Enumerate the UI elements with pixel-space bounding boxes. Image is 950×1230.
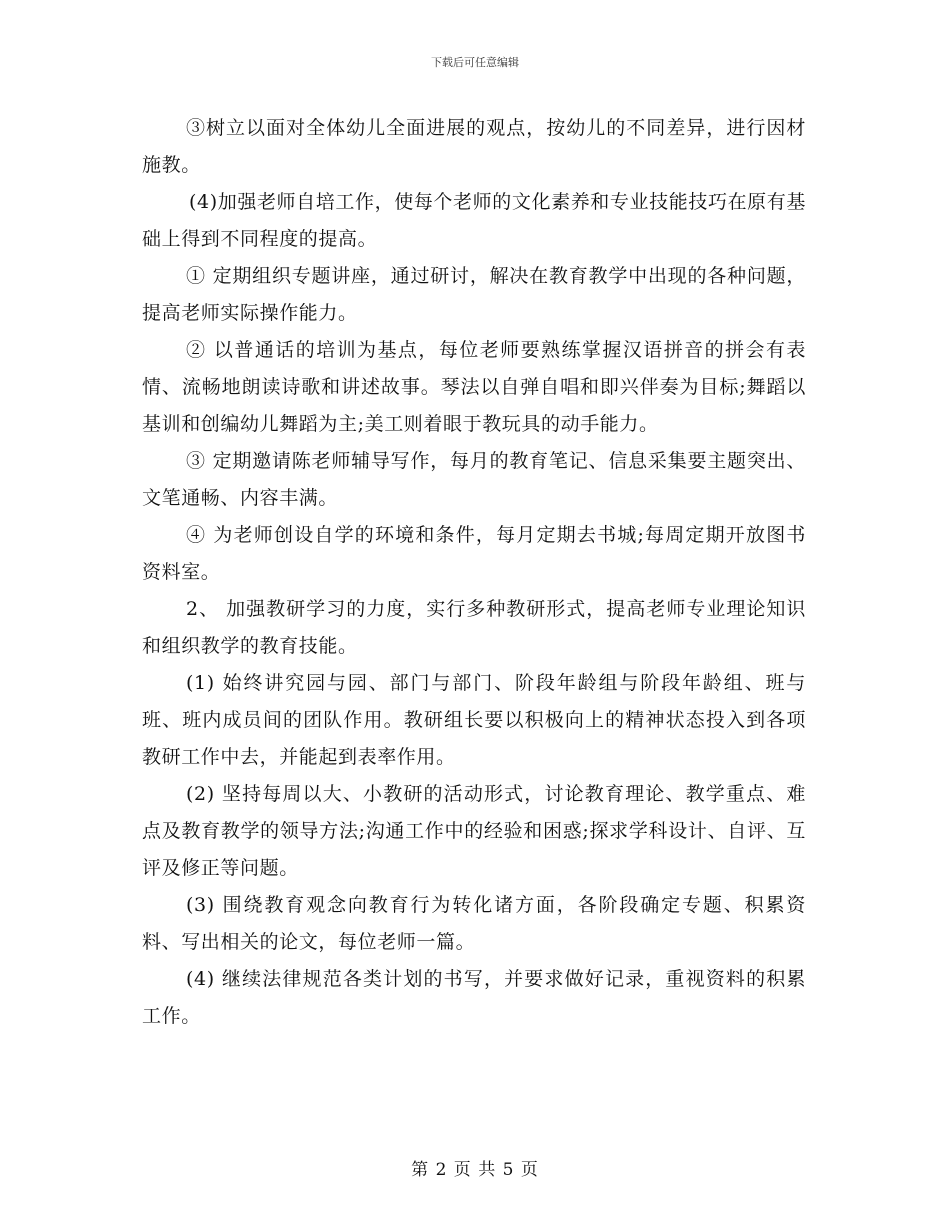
paragraph-8: (1) 始终讲究园与园、部门与部门、阶段年龄组与阶段年龄组、班与班、班内成员间的团队作用。教研组长要以积极向上的精神状态投入到各项教研工作中去，并能起到表率作用。 (142, 672, 806, 768)
paragraph-4: ② 以普通话的培训为基点，每位老师要熟练掌握汉语拼音的拼会有表情、流畅地朗读诗歌和讲述故事。琴法以自弹自唱和即兴伴奏为目标;舞蹈以基训和创编幼儿舞蹈为主;美工则着眼于教玩具的动手能力。 (142, 339, 806, 435)
paragraph-9: (2) 坚持每周以大、小教研的活动形式，讨论教育理论、教学重点、难点及教育教学的领导方法;沟通工作中的经验和困惑;探求学科设计、自评、互评及修正等问题。 (142, 783, 806, 879)
paragraph-7: 2、 加强教研学习的力度，实行多种教研形式，提高老师专业理论知识和组织教学的教育技能。 (142, 598, 806, 657)
paragraph-11: (4) 继续法律规范各类计划的书写，并要求做好记录，重视资料的积累工作。 (142, 968, 806, 1027)
paragraph-1: ③树立以面对全体幼儿全面进展的观点，按幼儿的不同差异，进行因材施教。 (142, 117, 806, 176)
paragraph-10: (3) 围绕教育观念向教育行为转化诸方面，各阶段确定专题、积累资料、写出相关的论文，每位老师一篇。 (142, 894, 806, 953)
paragraph-2: (4)加强老师自培工作，使每个老师的文化素养和专业技能技巧在原有基础上得到不同程度的提高。 (142, 191, 806, 250)
page-header-note: 下载后可任意编辑 (431, 56, 519, 69)
paragraph-3: ① 定期组织专题讲座，通过研讨，解决在教育教学中出现的各种问题，提高老师实际操作能力。 (142, 265, 806, 324)
paragraph-6: ④ 为老师创设自学的环境和条件，每月定期去书城;每周定期开放图书资料室。 (142, 524, 806, 583)
page-number: 第 2 页 共 5 页 (411, 1160, 539, 1180)
paragraph-5: ③ 定期邀请陈老师辅导写作，每月的教育笔记、信息采集要主题突出、文笔通畅、内容丰满。 (142, 450, 806, 509)
document-body (142, 110, 806, 1035)
